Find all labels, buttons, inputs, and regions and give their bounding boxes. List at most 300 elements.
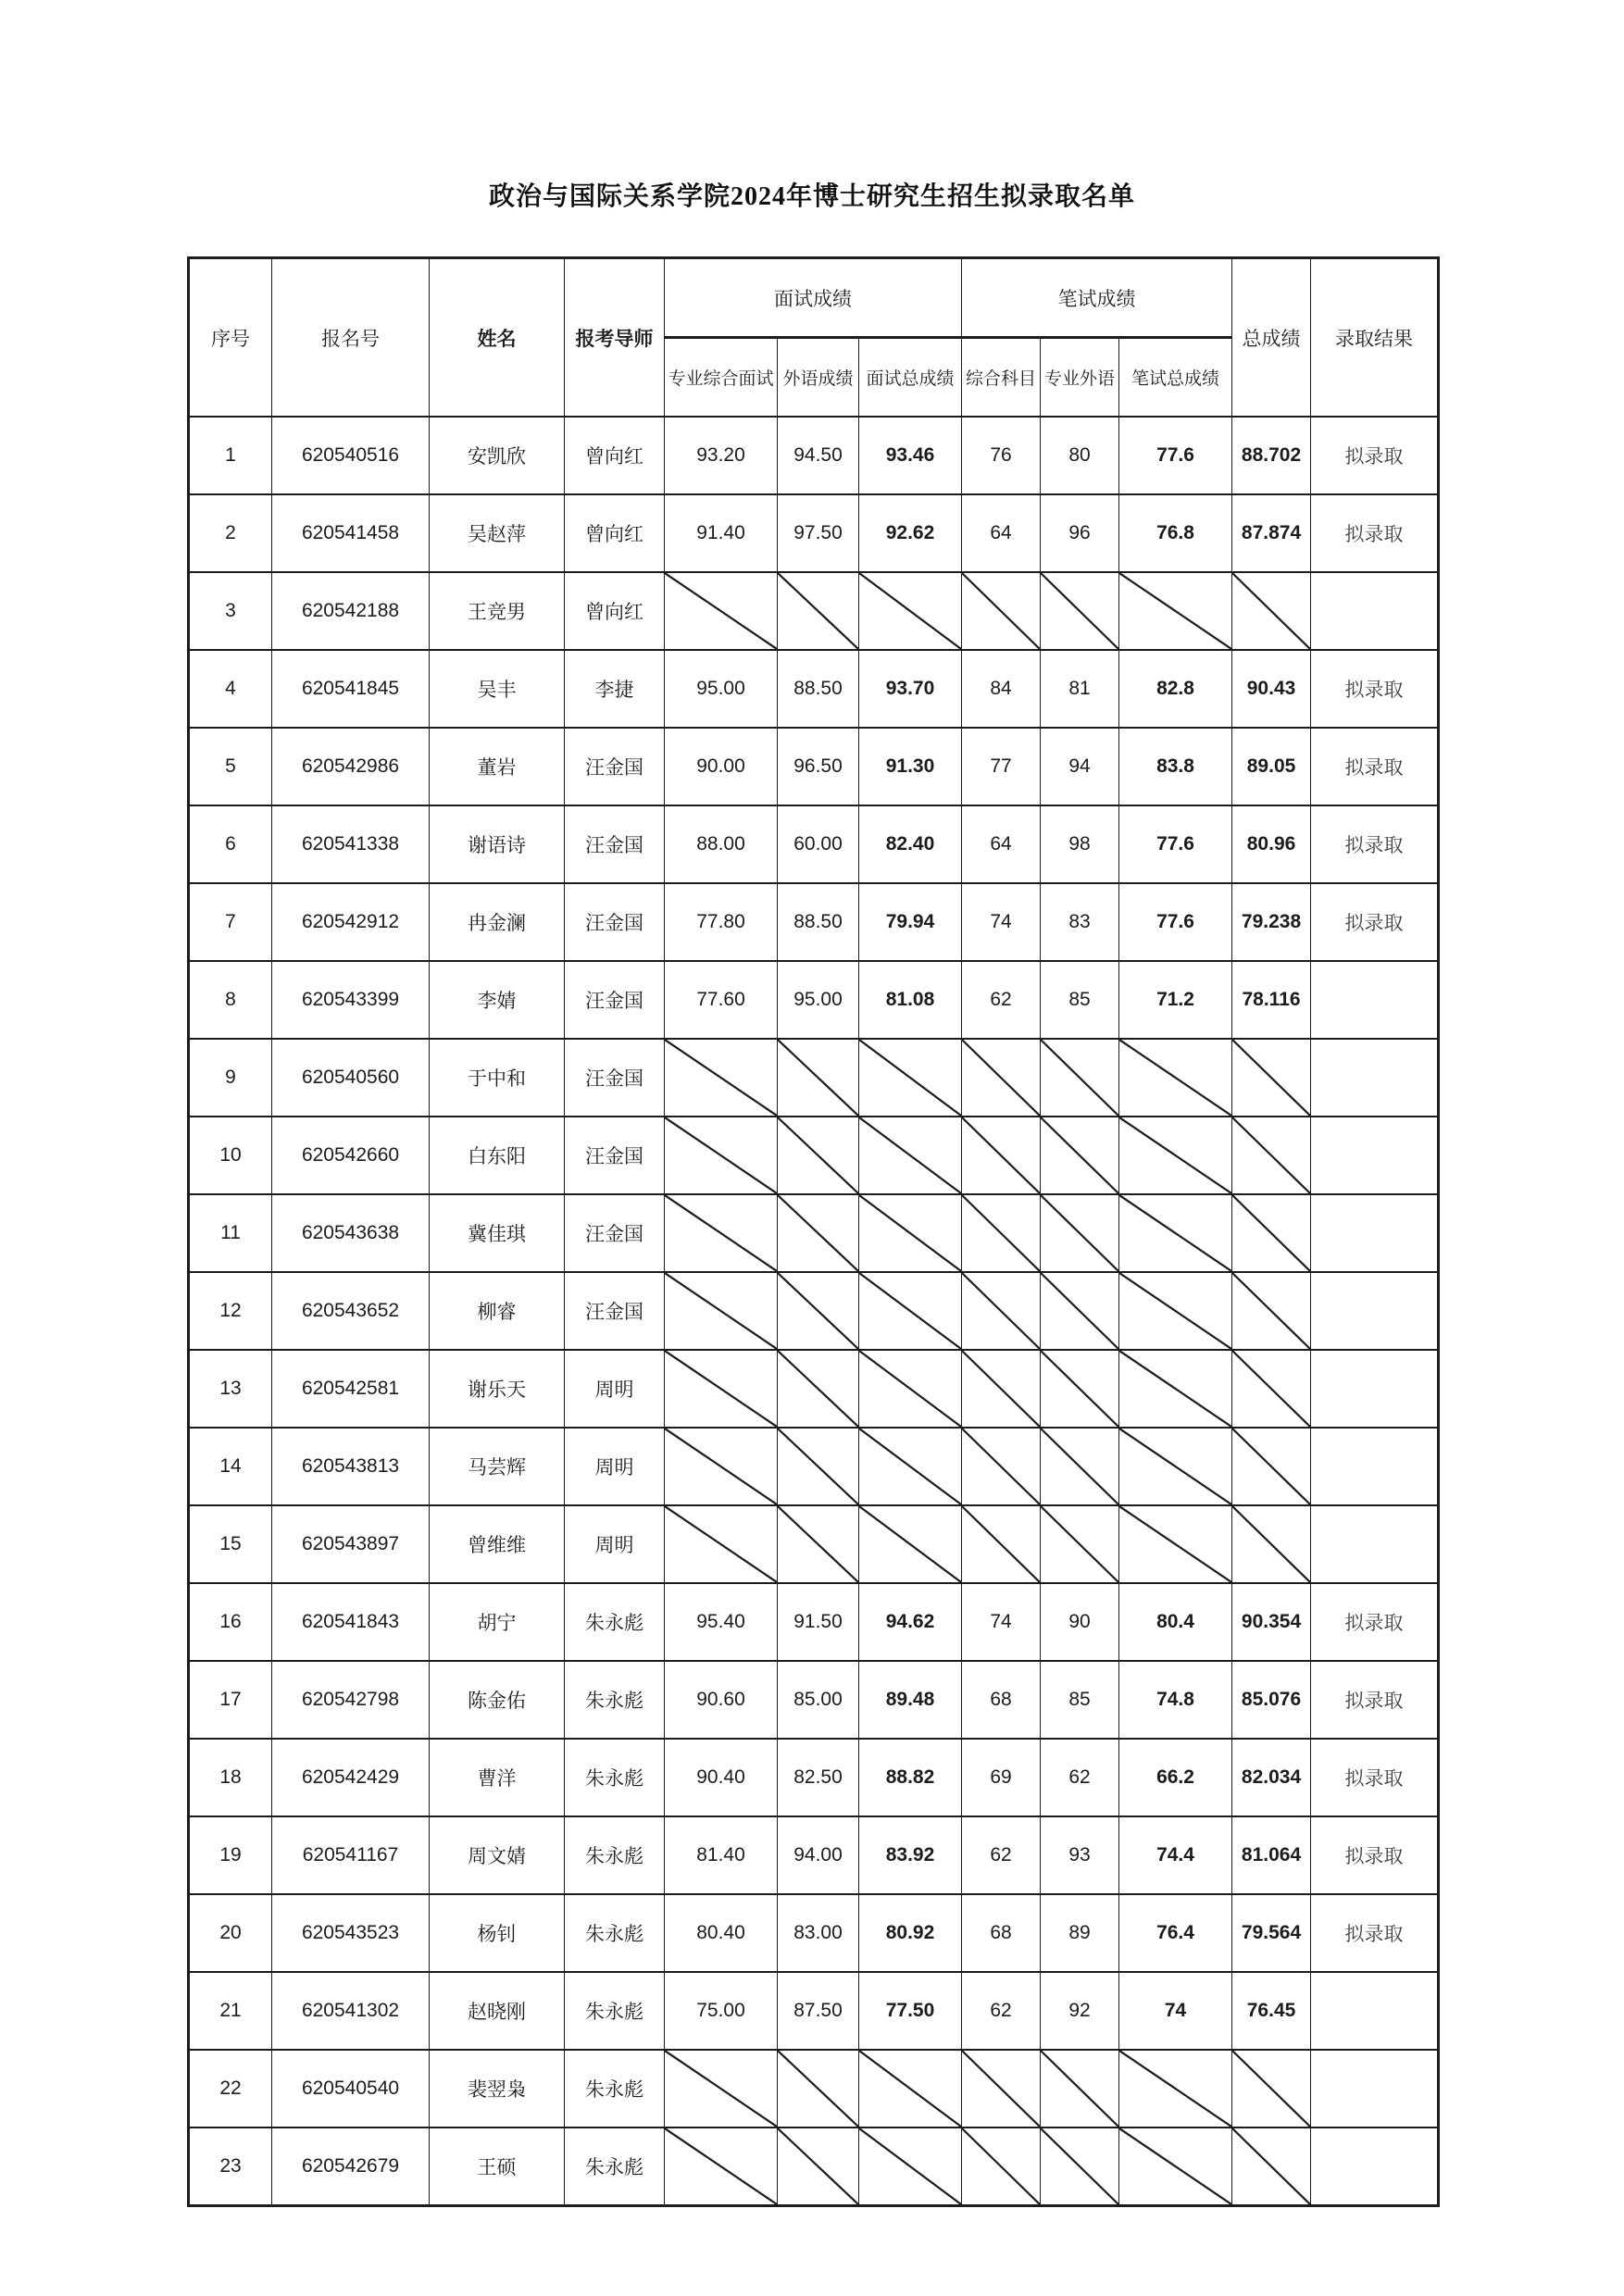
cell-total: 80.96: [1232, 805, 1311, 883]
cell-interview-foreign: 94.00: [778, 1816, 859, 1894]
cell-written-comprehensive: [962, 1194, 1041, 1272]
cell-written-comprehensive: [962, 1039, 1041, 1117]
cell-interview-major: [665, 1428, 778, 1505]
col-header-written-comprehensive: 综合科目: [962, 338, 1041, 418]
cell-app-id: 620542798: [272, 1661, 430, 1739]
cell-interview-foreign: [778, 1505, 859, 1583]
cell-result: [1311, 1039, 1439, 1117]
cell-total: 76.45: [1232, 1972, 1311, 2050]
diagonal-slash: [1119, 1195, 1231, 1271]
cell-name: 吴赵萍: [430, 494, 565, 572]
cell-interview-foreign: [778, 1428, 859, 1505]
cell-no: 1: [189, 417, 272, 494]
cell-no: 2: [189, 494, 272, 572]
cell-interview-foreign: [778, 2128, 859, 2206]
cell-interview-foreign: [778, 572, 859, 650]
cell-result: 拟录取: [1311, 1661, 1439, 1739]
cell-no: 9: [189, 1039, 272, 1117]
cell-total: [1232, 2050, 1311, 2128]
cell-written-comprehensive: 84: [962, 650, 1041, 728]
cell-interview-foreign: [778, 2050, 859, 2128]
cell-interview-major: 77.80: [665, 883, 778, 961]
cell-name: 谢语诗: [430, 805, 565, 883]
cell-result: [1311, 961, 1439, 1039]
diagonal-slash: [778, 2051, 858, 2127]
table-row: [189, 728, 1439, 805]
col-header-supervisor: 报考导师: [565, 258, 665, 418]
diagonal-slash: [1119, 1351, 1231, 1427]
col-header-name: 姓名: [430, 258, 565, 418]
cell-name: 杨钊: [430, 1894, 565, 1972]
table-row: [189, 883, 1439, 961]
cell-written-total: [1119, 1505, 1232, 1583]
cell-written-foreign: 94: [1041, 728, 1119, 805]
cell-supervisor: 汪金国: [565, 1039, 665, 1117]
cell-total: 82.034: [1232, 1739, 1311, 1816]
cell-total: [1232, 1428, 1311, 1505]
cell-name: 安凯欣: [430, 417, 565, 494]
diagonal-slash: [1041, 573, 1118, 649]
cell-total: 87.874: [1232, 494, 1311, 572]
cell-written-foreign: 85: [1041, 961, 1119, 1039]
cell-result: [1311, 1117, 1439, 1194]
diagonal-slash: [1232, 1429, 1310, 1504]
cell-written-foreign: 90: [1041, 1583, 1119, 1661]
cell-result: [1311, 1350, 1439, 1428]
cell-no: 21: [189, 1972, 272, 2050]
col-header-written-total: 笔试总成绩: [1119, 338, 1232, 418]
cell-interview-total: 92.62: [859, 494, 962, 572]
cell-total: [1232, 1039, 1311, 1117]
cell-written-total: [1119, 572, 1232, 650]
cell-written-comprehensive: 62: [962, 961, 1041, 1039]
cell-app-id: 620542429: [272, 1739, 430, 1816]
cell-total: [1232, 2128, 1311, 2206]
cell-result: [1311, 1272, 1439, 1350]
cell-supervisor: 朱永彪: [565, 1816, 665, 1894]
cell-written-foreign: [1041, 1194, 1119, 1272]
cell-supervisor: 李捷: [565, 650, 665, 728]
cell-supervisor: 汪金国: [565, 805, 665, 883]
cell-app-id: 620541338: [272, 805, 430, 883]
cell-written-comprehensive: [962, 1350, 1041, 1428]
cell-supervisor: 朱永彪: [565, 1661, 665, 1739]
cell-no: 23: [189, 2128, 272, 2206]
cell-interview-total: [859, 1194, 962, 1272]
col-header-interview-foreign: 外语成绩: [778, 338, 859, 418]
cell-app-id: 620540560: [272, 1039, 430, 1117]
diagonal-slash: [859, 1506, 961, 1582]
cell-written-total: [1119, 1194, 1232, 1272]
diagonal-slash: [962, 1429, 1040, 1504]
cell-written-foreign: 89: [1041, 1894, 1119, 1972]
diagonal-slash: [1119, 2051, 1231, 2127]
cell-app-id: 620543652: [272, 1272, 430, 1350]
table-row: [189, 1816, 1439, 1894]
cell-app-id: 620543523: [272, 1894, 430, 1972]
table-row: [189, 1117, 1439, 1194]
col-group-interview: 面试成绩: [665, 258, 962, 338]
cell-name: 冀佳琪: [430, 1194, 565, 1272]
cell-no: 20: [189, 1894, 272, 1972]
cell-result: 拟录取: [1311, 883, 1439, 961]
cell-written-comprehensive: 64: [962, 805, 1041, 883]
cell-supervisor: 朱永彪: [565, 2128, 665, 2206]
diagonal-slash: [665, 1117, 777, 1193]
cell-result: [1311, 1972, 1439, 2050]
cell-written-total: 74: [1119, 1972, 1232, 2050]
cell-total: 89.05: [1232, 728, 1311, 805]
table-row: [189, 1894, 1439, 1972]
diagonal-slash: [962, 1117, 1040, 1193]
cell-supervisor: 朱永彪: [565, 1894, 665, 1972]
cell-app-id: 620543638: [272, 1194, 430, 1272]
cell-result: 拟录取: [1311, 1739, 1439, 1816]
diagonal-slash: [962, 1351, 1040, 1427]
cell-written-comprehensive: [962, 2050, 1041, 2128]
cell-interview-major: [665, 2050, 778, 2128]
col-header-total: 总成绩: [1232, 258, 1311, 418]
cell-no: 19: [189, 1816, 272, 1894]
cell-no: 16: [189, 1583, 272, 1661]
cell-written-foreign: [1041, 1350, 1119, 1428]
diagonal-slash: [778, 1040, 858, 1116]
cell-result: 拟录取: [1311, 1583, 1439, 1661]
cell-no: 13: [189, 1350, 272, 1428]
diagonal-slash: [778, 1117, 858, 1193]
cell-interview-major: [665, 1194, 778, 1272]
cell-interview-major: 90.00: [665, 728, 778, 805]
cell-total: 88.702: [1232, 417, 1311, 494]
cell-supervisor: 曾向红: [565, 417, 665, 494]
cell-written-comprehensive: 74: [962, 883, 1041, 961]
cell-written-total: [1119, 2128, 1232, 2206]
cell-total: 78.116: [1232, 961, 1311, 1039]
table-row: [189, 1739, 1439, 1816]
cell-interview-total: 83.92: [859, 1816, 962, 1894]
cell-written-total: [1119, 1428, 1232, 1505]
cell-result: 拟录取: [1311, 417, 1439, 494]
cell-no: 14: [189, 1428, 272, 1505]
diagonal-slash: [859, 1273, 961, 1349]
diagonal-slash: [665, 573, 777, 649]
diagonal-slash: [1041, 1506, 1118, 1582]
cell-written-foreign: [1041, 2050, 1119, 2128]
diagonal-slash: [1041, 1040, 1118, 1116]
cell-written-total: 83.8: [1119, 728, 1232, 805]
diagonal-slash: [1119, 573, 1231, 649]
cell-written-total: 77.6: [1119, 883, 1232, 961]
cell-interview-major: 80.40: [665, 1894, 778, 1972]
cell-written-total: 76.8: [1119, 494, 1232, 572]
cell-name: 陈金佑: [430, 1661, 565, 1739]
cell-result: 拟录取: [1311, 1816, 1439, 1894]
cell-interview-total: 77.50: [859, 1972, 962, 2050]
cell-no: 18: [189, 1739, 272, 1816]
cell-no: 12: [189, 1272, 272, 1350]
cell-app-id: 620543399: [272, 961, 430, 1039]
diagonal-slash: [665, 2051, 777, 2127]
cell-interview-foreign: [778, 1350, 859, 1428]
cell-written-foreign: [1041, 1117, 1119, 1194]
diagonal-slash: [1119, 1117, 1231, 1193]
diagonal-slash: [665, 1351, 777, 1427]
cell-supervisor: 周明: [565, 1428, 665, 1505]
admission-table: [187, 256, 1440, 2207]
diagonal-slash: [859, 2051, 961, 2127]
cell-interview-major: [665, 2128, 778, 2206]
cell-app-id: 620541458: [272, 494, 430, 572]
cell-supervisor: 朱永彪: [565, 1739, 665, 1816]
cell-written-comprehensive: [962, 1272, 1041, 1350]
cell-name: 冉金澜: [430, 883, 565, 961]
cell-written-total: 74.8: [1119, 1661, 1232, 1739]
diagonal-slash: [1232, 1040, 1310, 1116]
cell-result: 拟录取: [1311, 1894, 1439, 1972]
cell-supervisor: 朱永彪: [565, 2050, 665, 2128]
diagonal-slash: [665, 1506, 777, 1582]
diagonal-slash: [1232, 1117, 1310, 1193]
cell-written-total: [1119, 1117, 1232, 1194]
cell-total: [1232, 1117, 1311, 1194]
cell-written-foreign: [1041, 2128, 1119, 2206]
table-body: [189, 417, 1439, 2206]
cell-interview-major: 90.60: [665, 1661, 778, 1739]
cell-name: 白东阳: [430, 1117, 565, 1194]
cell-written-total: 71.2: [1119, 961, 1232, 1039]
cell-written-comprehensive: 68: [962, 1661, 1041, 1739]
diagonal-slash: [1232, 2051, 1310, 2127]
cell-written-total: [1119, 1272, 1232, 1350]
table-row: [189, 417, 1439, 494]
diagonal-slash: [1119, 2128, 1231, 2204]
cell-written-foreign: [1041, 1428, 1119, 1505]
cell-interview-major: 95.40: [665, 1583, 778, 1661]
cell-written-comprehensive: 68: [962, 1894, 1041, 1972]
table-row: [189, 2050, 1439, 2128]
cell-written-foreign: 83: [1041, 883, 1119, 961]
table-row: [189, 805, 1439, 883]
cell-interview-total: 94.62: [859, 1583, 962, 1661]
diagonal-slash: [665, 1040, 777, 1116]
cell-total: 79.238: [1232, 883, 1311, 961]
cell-interview-foreign: 60.00: [778, 805, 859, 883]
cell-written-foreign: 62: [1041, 1739, 1119, 1816]
col-header-written-foreign: 专业外语: [1041, 338, 1119, 418]
cell-written-foreign: [1041, 1272, 1119, 1350]
cell-interview-foreign: [778, 1117, 859, 1194]
cell-app-id: 620542986: [272, 728, 430, 805]
cell-interview-foreign: [778, 1039, 859, 1117]
header-row-groups: [189, 258, 1439, 338]
cell-no: 10: [189, 1117, 272, 1194]
cell-written-comprehensive: 64: [962, 494, 1041, 572]
table-header: [189, 258, 1439, 418]
cell-interview-foreign: 85.00: [778, 1661, 859, 1739]
cell-interview-major: 75.00: [665, 1972, 778, 2050]
cell-written-foreign: 80: [1041, 417, 1119, 494]
cell-interview-major: [665, 1272, 778, 1350]
cell-app-id: 620541845: [272, 650, 430, 728]
cell-interview-major: 88.00: [665, 805, 778, 883]
cell-name: 曹洋: [430, 1739, 565, 1816]
cell-interview-total: [859, 1117, 962, 1194]
cell-written-foreign: [1041, 1505, 1119, 1583]
table-row: [189, 961, 1439, 1039]
cell-written-comprehensive: [962, 2128, 1041, 2206]
table-row: [189, 1661, 1439, 1739]
cell-written-comprehensive: [962, 1428, 1041, 1505]
diagonal-slash: [1119, 1273, 1231, 1349]
cell-interview-total: 79.94: [859, 883, 962, 961]
cell-interview-major: [665, 1505, 778, 1583]
cell-supervisor: 汪金国: [565, 1117, 665, 1194]
cell-app-id: 620543813: [272, 1428, 430, 1505]
diagonal-slash: [665, 2128, 777, 2204]
cell-supervisor: 朱永彪: [565, 1583, 665, 1661]
cell-interview-major: [665, 1039, 778, 1117]
cell-name: 吴丰: [430, 650, 565, 728]
cell-interview-foreign: 96.50: [778, 728, 859, 805]
diagonal-slash: [962, 1040, 1040, 1116]
cell-total: [1232, 572, 1311, 650]
diagonal-slash: [1041, 1429, 1118, 1504]
cell-name: 赵晓刚: [430, 1972, 565, 2050]
diagonal-slash: [1119, 1040, 1231, 1116]
cell-total: [1232, 1505, 1311, 1583]
cell-no: 22: [189, 2050, 272, 2128]
cell-name: 周文婧: [430, 1816, 565, 1894]
col-header-interview-total: 面试总成绩: [859, 338, 962, 418]
diagonal-slash: [859, 1040, 961, 1116]
cell-supervisor: 朱永彪: [565, 1972, 665, 2050]
cell-supervisor: 汪金国: [565, 883, 665, 961]
cell-interview-total: [859, 1350, 962, 1428]
cell-interview-total: 80.92: [859, 1894, 962, 1972]
cell-app-id: 620543897: [272, 1505, 430, 1583]
cell-app-id: 620542188: [272, 572, 430, 650]
cell-total: 81.064: [1232, 1816, 1311, 1894]
cell-interview-total: 81.08: [859, 961, 962, 1039]
cell-name: 王硕: [430, 2128, 565, 2206]
cell-written-foreign: 85: [1041, 1661, 1119, 1739]
diagonal-slash: [1119, 1429, 1231, 1504]
cell-name: 李婧: [430, 961, 565, 1039]
diagonal-slash: [1041, 2128, 1118, 2204]
diagonal-slash: [778, 1506, 858, 1582]
cell-interview-total: 82.40: [859, 805, 962, 883]
cell-interview-foreign: 97.50: [778, 494, 859, 572]
cell-total: [1232, 1194, 1311, 1272]
cell-app-id: 620542912: [272, 883, 430, 961]
cell-app-id: 620541843: [272, 1583, 430, 1661]
cell-supervisor: 曾向红: [565, 494, 665, 572]
cell-written-comprehensive: [962, 1505, 1041, 1583]
cell-interview-major: 81.40: [665, 1816, 778, 1894]
cell-interview-major: 77.60: [665, 961, 778, 1039]
diagonal-slash: [859, 1117, 961, 1193]
cell-written-foreign: 93: [1041, 1816, 1119, 1894]
cell-written-foreign: 81: [1041, 650, 1119, 728]
cell-total: 90.354: [1232, 1583, 1311, 1661]
cell-no: 17: [189, 1661, 272, 1739]
cell-written-comprehensive: 62: [962, 1972, 1041, 2050]
cell-total: 90.43: [1232, 650, 1311, 728]
col-group-written: 笔试成绩: [962, 258, 1232, 338]
table-row: [189, 1194, 1439, 1272]
cell-written-foreign: 98: [1041, 805, 1119, 883]
col-header-result: 录取结果: [1311, 258, 1439, 418]
cell-app-id: 620541167: [272, 1816, 430, 1894]
table-row: [189, 1039, 1439, 1117]
cell-interview-total: 93.46: [859, 417, 962, 494]
diagonal-slash: [778, 2128, 858, 2204]
diagonal-slash: [1232, 573, 1310, 649]
cell-interview-foreign: [778, 1272, 859, 1350]
diagonal-slash: [1232, 2128, 1310, 2204]
cell-interview-total: 93.70: [859, 650, 962, 728]
cell-total: [1232, 1350, 1311, 1428]
cell-supervisor: 周明: [565, 1350, 665, 1428]
cell-app-id: 620540516: [272, 417, 430, 494]
cell-result: [1311, 572, 1439, 650]
diagonal-slash: [1119, 1506, 1231, 1582]
cell-supervisor: 周明: [565, 1505, 665, 1583]
cell-written-foreign: [1041, 1039, 1119, 1117]
diagonal-slash: [859, 1429, 961, 1504]
diagonal-slash: [1232, 1195, 1310, 1271]
table-row: [189, 2128, 1439, 2206]
cell-written-total: 74.4: [1119, 1816, 1232, 1894]
cell-interview-total: 91.30: [859, 728, 962, 805]
cell-supervisor: 汪金国: [565, 961, 665, 1039]
cell-name: 柳睿: [430, 1272, 565, 1350]
diagonal-slash: [962, 1195, 1040, 1271]
cell-written-comprehensive: 76: [962, 417, 1041, 494]
cell-interview-total: [859, 1039, 962, 1117]
cell-supervisor: 曾向红: [565, 572, 665, 650]
cell-supervisor: 汪金国: [565, 728, 665, 805]
cell-name: 董岩: [430, 728, 565, 805]
cell-interview-foreign: 83.00: [778, 1894, 859, 1972]
cell-interview-major: [665, 1117, 778, 1194]
page-title: 政治与国际关系学院2024年博士研究生招生拟录取名单: [488, 182, 1135, 211]
cell-interview-foreign: 82.50: [778, 1739, 859, 1816]
cell-total: [1232, 1272, 1311, 1350]
diagonal-slash: [962, 2051, 1040, 2127]
table-row: [189, 494, 1439, 572]
cell-written-total: 77.6: [1119, 417, 1232, 494]
diagonal-slash: [1041, 1351, 1118, 1427]
cell-written-total: 80.4: [1119, 1583, 1232, 1661]
table-row: [189, 650, 1439, 728]
cell-interview-total: [859, 2050, 962, 2128]
cell-no: 6: [189, 805, 272, 883]
diagonal-slash: [859, 2128, 961, 2204]
cell-written-total: [1119, 2050, 1232, 2128]
cell-no: 15: [189, 1505, 272, 1583]
diagonal-slash: [665, 1273, 777, 1349]
cell-written-comprehensive: 74: [962, 1583, 1041, 1661]
cell-name: 马芸辉: [430, 1428, 565, 1505]
diagonal-slash: [962, 2128, 1040, 2204]
diagonal-slash: [962, 573, 1040, 649]
cell-total: 85.076: [1232, 1661, 1311, 1739]
cell-no: 3: [189, 572, 272, 650]
diagonal-slash: [778, 573, 858, 649]
table-row: [189, 1350, 1439, 1428]
cell-name: 裴翌枭: [430, 2050, 565, 2128]
